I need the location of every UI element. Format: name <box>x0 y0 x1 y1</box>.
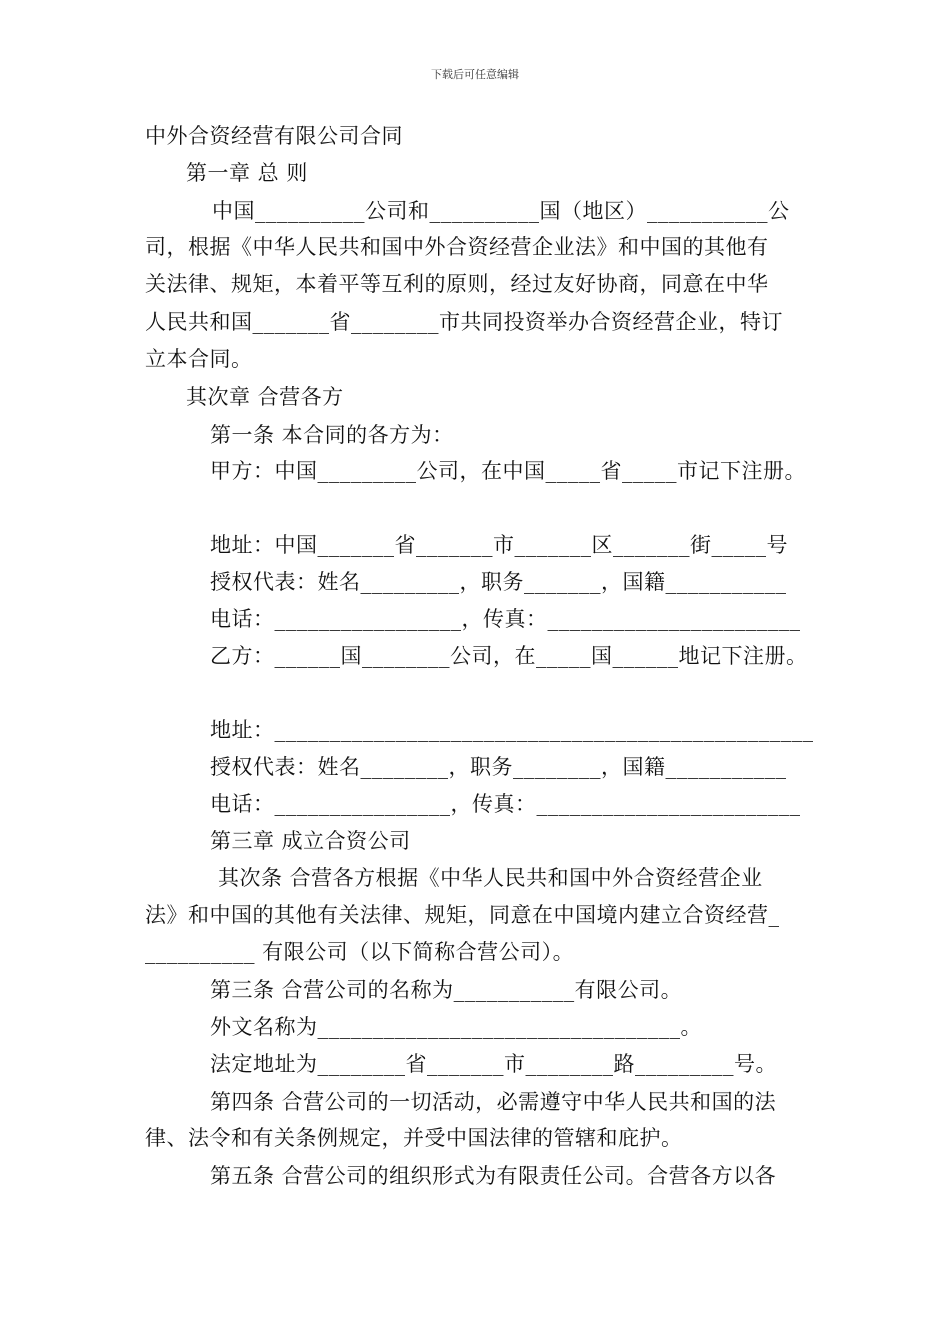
party-b-address: 地址：_________________________________________________ <box>210 718 814 742</box>
article-line: 其次条 合营各方根据《中华人民共和国中外合资经营企业 <box>218 866 763 890</box>
body-line: __________ 有限公司（以下简称合营公司）。 <box>145 940 575 964</box>
party-b-line: 乙方：______国________公司，在_____国______地记下注册。 <box>210 644 808 668</box>
article-line: 第五条 合营公司的组织形式为有限责任公司。合营各方以各 <box>210 1164 777 1188</box>
body-line: 司，根据《中华人民共和国中外合资经营企业法》和中国的其他有 <box>145 235 769 259</box>
article-line: 第一条 本合同的各方为： <box>210 423 454 447</box>
chapter-heading: 第一章 总 则 <box>186 161 308 185</box>
body-line: 人民共和国_______省________市共同投资举办合资经营企业，特订 <box>145 310 783 334</box>
article-line: 第三条 合营公司的名称为___________有限公司。 <box>210 978 683 1002</box>
chapter-heading: 其次章 合营各方 <box>186 385 344 409</box>
article-line: 第四条 合营公司的一切活动，必需遵守中华人民共和国的法 <box>210 1090 777 1114</box>
party-b-representative: 授权代表：姓名________，职务________，国籍___________ <box>210 755 787 779</box>
body-line: 中国__________公司和__________国（地区）___________公 <box>212 199 790 223</box>
party-a-phone-fax: 电话：_________________，传真：_______________________ <box>210 607 801 631</box>
chapter-heading: 第三章 成立合资公司 <box>210 829 411 853</box>
body-line: 律、法令和有关条例规定，并受中国法律的管辖和庇护。 <box>145 1126 683 1150</box>
header-note: 下载后可任意编辑 <box>431 68 519 81</box>
body-line: 立本合同。 <box>145 347 253 371</box>
body-line: 关法律、规矩，本着平等互利的原则，经过友好协商，同意在中华 <box>145 272 769 296</box>
body-line: 法定地址为________省_______市________路_________号。 <box>210 1052 777 1076</box>
party-a-representative: 授权代表：姓名_________，职务_______，国籍___________ <box>210 570 787 594</box>
party-a-address: 地址：中国_______省_______市_______区_______街_____号 <box>210 533 788 557</box>
party-b-phone-fax: 电话：________________，传真：________________________ <box>210 792 801 816</box>
party-a-line: 甲方：中国_________公司，在中国_____省_____市记下注册。 <box>210 459 806 483</box>
body-line: 外文名称为_________________________________。 <box>210 1015 702 1039</box>
body-line: 法》和中国的其他有关法律、规矩，同意在中国境内建立合资经营_ <box>145 903 780 927</box>
doc-title: 中外合资经营有限公司合同 <box>145 124 403 148</box>
